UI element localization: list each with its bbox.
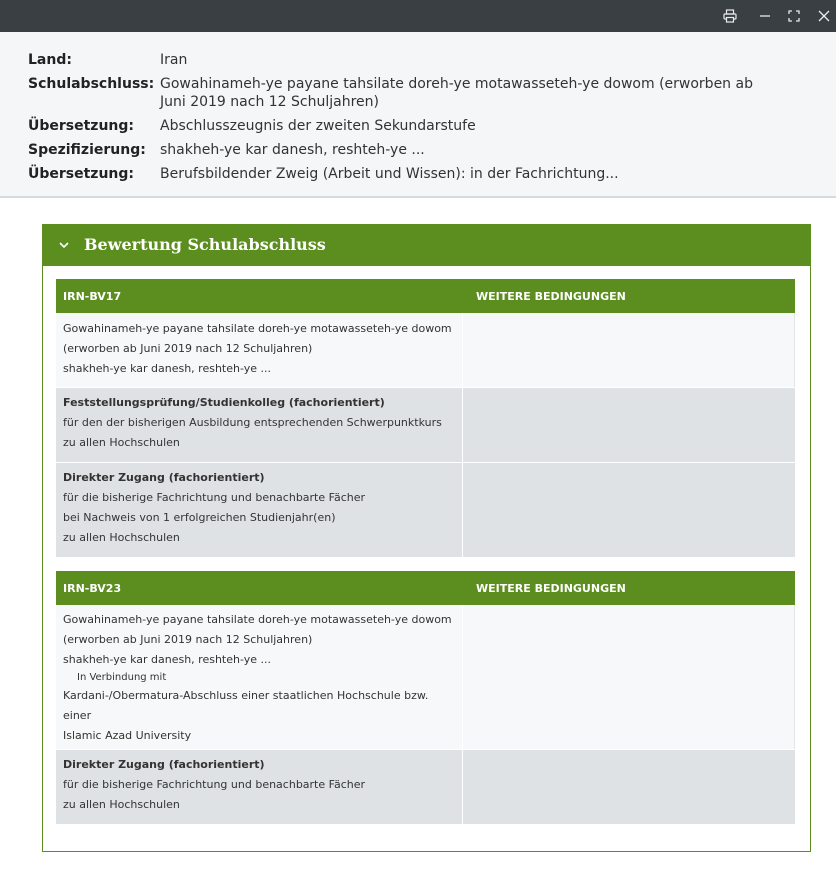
access-type: Direkter Zugang (fachorientiert) <box>63 758 265 771</box>
minimize-button[interactable] <box>754 5 776 27</box>
conditions-cell <box>463 313 795 387</box>
degree-cell <box>56 313 462 387</box>
connector-text: In Verbindung mit <box>77 672 167 683</box>
cell-text: für die bisherige Fachrichtung und benachbarte Fächer <box>63 491 366 504</box>
conditions-cell <box>463 463 795 557</box>
table-header <box>56 571 795 605</box>
close-button[interactable] <box>813 5 835 27</box>
print-button[interactable] <box>719 5 741 27</box>
degree-info-section <box>0 32 836 198</box>
printer-icon <box>723 9 737 23</box>
spezifizierung-value: shakheh-ye kar danesh, reshteh-ye ... <box>160 142 425 158</box>
table-row <box>56 605 795 749</box>
table-row <box>56 463 795 557</box>
cell-text: zu allen Hochschulen <box>63 531 180 544</box>
uebersetzung-2-label: Übersetzung: <box>28 166 135 182</box>
schulabschluss-value: Gowahinameh-ye payane tahsilate doreh-ye motawasseteh-ye dowom (erworben ab Juni 2019 nach 12 Schuljahren) <box>160 76 753 110</box>
land-label: Land: <box>28 52 72 68</box>
cell-text: shakheh-ye kar danesh, reshteh-ye ... <box>63 653 272 666</box>
evaluation-table-irn-bv17 <box>56 279 795 557</box>
table-row <box>56 750 795 824</box>
conditions-header: WEITERE BEDINGUNGEN <box>476 290 626 303</box>
access-type: Direkter Zugang (fachorientiert) <box>63 471 265 484</box>
maximize-icon <box>788 10 800 22</box>
uebersetzung-2-value: Berufsbildender Zweig (Arbeit und Wissen): in der Fachrichtung... <box>160 166 619 182</box>
conditions-cell <box>463 388 795 462</box>
table-code: IRN-BV17 <box>63 290 122 303</box>
maximize-button[interactable] <box>783 5 805 27</box>
chevron-down-icon <box>57 238 71 252</box>
close-icon <box>818 10 830 22</box>
table-row <box>56 313 795 387</box>
window-titlebar <box>0 0 836 32</box>
cell-text: Gowahinameh-ye payane tahsilate doreh-ye motawasseteh-ye dowom <box>63 613 452 626</box>
cell-text: (erworben ab Juni 2019 nach 12 Schuljahren) <box>63 342 313 355</box>
table-row <box>56 388 795 462</box>
access-cell <box>56 463 462 557</box>
table-code: IRN-BV23 <box>63 582 122 595</box>
conditions-cell <box>463 750 795 824</box>
cell-text: Islamic Azad University <box>63 729 192 742</box>
minimize-icon <box>759 10 771 22</box>
cell-text: für den der bisherigen Ausbildung entsprechenden Schwerpunktkurs <box>63 416 442 429</box>
access-type: Feststellungsprüfung/Studienkolleg (fachorientiert) <box>63 396 385 409</box>
cell-text: Gowahinameh-ye payane tahsilate doreh-ye motawasseteh-ye dowom <box>63 322 452 335</box>
uebersetzung-label: Übersetzung: <box>28 118 135 134</box>
access-cell <box>56 750 462 824</box>
uebersetzung-value: Abschlusszeugnis der zweiten Sekundarstufe <box>160 118 476 134</box>
conditions-header: WEITERE BEDINGUNGEN <box>476 582 626 595</box>
cell-text: shakheh-ye kar danesh, reshteh-ye ... <box>63 362 272 375</box>
cell-text: zu allen Hochschulen <box>63 436 180 449</box>
cell-text: für die bisherige Fachrichtung und benachbarte Fächer <box>63 778 366 791</box>
spezifizierung-label: Spezifizierung: <box>28 142 146 158</box>
table-header <box>56 279 795 313</box>
cell-text: (erworben ab Juni 2019 nach 12 Schuljahren) <box>63 633 313 646</box>
degree-cell <box>56 605 462 749</box>
cell-text: zu allen Hochschulen <box>63 798 180 811</box>
cell-text: Kardani-/Obermatura-Abschluss einer staatlichen Hochschule bzw. einer <box>63 689 429 722</box>
cell-text: bei Nachweis von 1 erfolgreichen Studienjahr(en) <box>63 511 336 524</box>
access-cell <box>56 388 462 462</box>
conditions-cell <box>463 605 795 749</box>
panel-title: Bewertung Schulabschluss <box>84 235 326 254</box>
evaluation-table-irn-bv23 <box>56 571 795 824</box>
evaluation-panel-header[interactable] <box>43 225 810 266</box>
land-value: Iran <box>160 52 188 68</box>
schulabschluss-label: Schulabschluss: <box>28 76 155 92</box>
